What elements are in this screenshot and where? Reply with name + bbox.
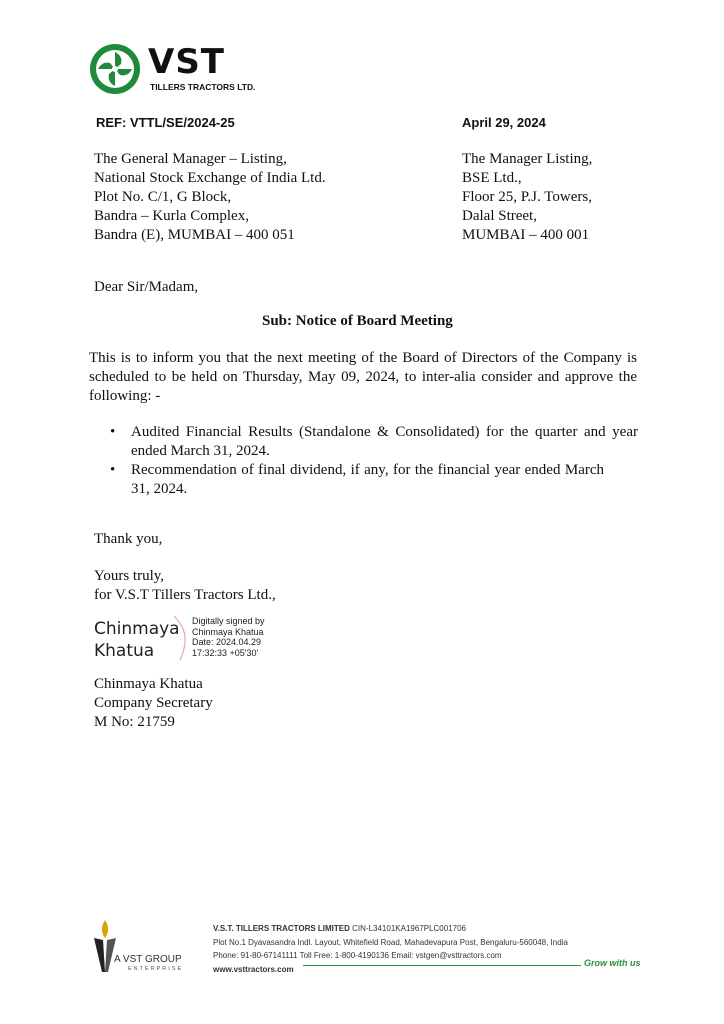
subject-line: Sub: Notice of Board Meeting — [262, 313, 453, 329]
signatory-name: Chinmaya Khatua — [94, 676, 203, 692]
membership-number: M No: 21759 — [94, 714, 175, 730]
footer-website-link[interactable]: www.vsttractors.com — [213, 964, 294, 974]
group-name: A VST GROUP — [114, 954, 182, 965]
agenda-item — [110, 423, 638, 461]
logo-subtitle: TILLERS TRACTORS LTD. — [150, 82, 256, 92]
agenda-list — [110, 423, 638, 499]
group-subtitle: ENTERPRISE — [128, 966, 184, 972]
vst-pinwheel-logo-icon — [88, 42, 142, 96]
address-line: National Stock Exchange of India Ltd. — [94, 170, 326, 186]
footer-tagline: Grow with us — [584, 958, 641, 968]
address-line: BSE Ltd., — [462, 170, 522, 186]
letter-date: April 29, 2024 — [462, 115, 546, 130]
signature-detail-line: Date: 2024.04.29 — [192, 637, 262, 647]
footer-company-line — [213, 922, 568, 936]
footer-company-info — [213, 922, 568, 976]
signature-detail-line: 17:32:33 +05'30' — [192, 647, 259, 658]
company-logo — [88, 42, 288, 96]
signatory-title: Company Secretary — [94, 695, 213, 711]
addressee-bse — [462, 150, 592, 245]
footer-divider — [303, 965, 581, 966]
signature-name-line: Chinmaya — [94, 619, 180, 639]
bullet-icon: • — [110, 424, 116, 440]
address-line: MUMBAI – 400 001 — [462, 227, 590, 243]
closing-line: Yours truly, — [94, 568, 165, 584]
addressee-nse — [94, 150, 326, 245]
address-line: Dalal Street, — [462, 208, 537, 224]
address-line: The Manager Listing, — [462, 151, 593, 167]
footer-address: Plot No.1 Dyavasandra Indl. Layout, Whitefield Road, Mahadevapura Post, Bengaluru-560048, India — [213, 937, 568, 947]
address-line: Plot No. C/1, G Block, — [94, 189, 232, 205]
vst-group-logo — [86, 918, 206, 978]
body-paragraph: This is to inform you that the next meeting of the Board of Directors of the Company is scheduled to be held on Thursday, May 09, 2024, to inter-alia consider and approve the following: - — [89, 350, 637, 404]
address-line: Floor 25, P.J. Towers, — [462, 189, 592, 205]
signatory-block — [94, 675, 213, 732]
torch-icon — [90, 918, 120, 974]
footer-cin: CIN-L34101KA1967PLC001706 — [349, 924, 466, 933]
footer-contact: Phone: 91-80-67141111 Toll Free: 1-800-4190136 Email: vstgen@vsttractors.com — [213, 951, 502, 960]
signature-name-line: Khatua — [94, 641, 155, 661]
closing-company-line: for V.S.T Tillers Tractors Ltd., — [94, 587, 276, 603]
address-line: Bandra – Kurla Complex, — [94, 208, 249, 224]
thanks-line: Thank you, — [94, 531, 163, 547]
signature-detail-line: Digitally signed by — [192, 616, 265, 626]
logo-wordmark: VST — [148, 42, 225, 82]
reference-number: REF: VTTL/SE/2024-25 — [96, 115, 235, 130]
agenda-item-text: Recommendation of final dividend, if any, for the financial year ended March 31, 2024. — [131, 462, 604, 497]
salutation: Dear Sir/Madam, — [94, 279, 199, 295]
address-line: Bandra (E), MUMBAI – 400 051 — [94, 227, 295, 243]
digital-signature-name — [94, 618, 180, 662]
digital-signature-details — [192, 616, 265, 658]
signature-detail-line: Chinmaya Khatua — [192, 626, 264, 637]
address-line: The General Manager – Listing, — [94, 151, 287, 167]
signature-stroke-icon — [170, 612, 194, 664]
agenda-item-text: Audited Financial Results (Standalone & Consolidated) for the quarter and year ended March 31, 2024. — [131, 424, 638, 459]
bullet-icon: • — [110, 462, 116, 478]
footer-company-name: V.S.T. TILLERS TRACTORS LIMITED — [213, 924, 350, 933]
agenda-item — [110, 461, 638, 499]
